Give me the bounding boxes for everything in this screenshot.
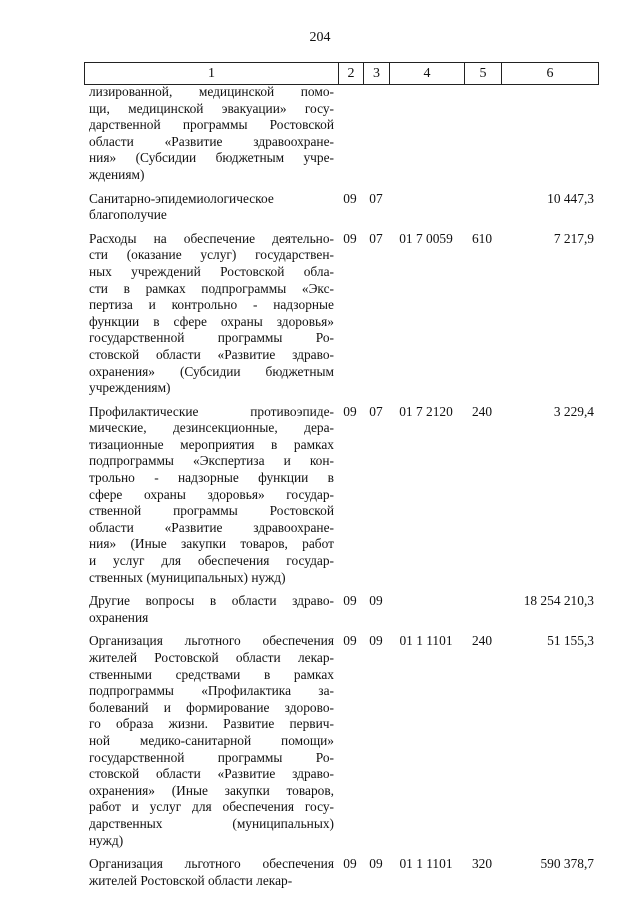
row-description-line: сти (оказание услуг) государствен- [89,247,334,263]
header-col-4: 4 [390,63,465,85]
row-description-line: Санитарно-эпидемиологическое [89,190,274,206]
row-description-line: го образа жизни. Развитие первич- [89,716,334,732]
table-row [84,856,599,889]
table-header [84,62,599,85]
row-section: 09 [343,593,357,609]
row-description-line: лизированной, медицинской помо- [89,84,334,99]
row-description [84,404,337,587]
row-expense-type: 240 [471,633,493,649]
row-amount: 18 254 210,3 [523,593,594,609]
row-description-line: подпрограммы «Профилактика за- [89,683,334,699]
row-description-line: стовской области «Развитие здраво- [89,346,334,362]
row-amount: 590 378,7 [540,856,594,872]
row-section: 09 [343,230,357,246]
row-description-line: тизационные мероприятия в рамках [89,436,334,452]
row-description-line: государственной программы Ро- [89,330,334,346]
row-description-line: щи, медицинской эвакуации» госу- [89,100,334,116]
table-row [84,593,599,626]
row-target-article: 01 7 0059 [399,230,453,246]
row-subsection: 09 [369,593,383,609]
row-description-line: благополучие [89,207,167,223]
row-description-line: Расходы на обеспечение деятельно- [89,230,334,246]
row-subsection: 07 [369,230,383,246]
row-description [84,593,337,626]
row-subsection: 07 [369,403,383,419]
row-description [84,231,337,397]
row-expense-type: 610 [471,230,493,246]
row-subsection: 09 [369,856,383,872]
row-description-line: жителей Ростовской области лекар- [89,872,293,888]
row-description-line: нужд) [89,832,124,848]
table-row [84,404,599,587]
row-description-line: дарственной программы Ростовской [89,117,334,133]
header-col-2: 2 [339,63,364,85]
table-row [84,191,599,224]
row-description-line: трольно - надзорные функции в [89,470,334,486]
row-description-line: ния» (Иные закупки товаров, работ [89,536,334,552]
row-expense-type: 240 [471,403,493,419]
row-description-line: государственной программы Ро- [89,749,334,765]
table-row [84,84,599,184]
row-description-line: охранения» (Иные закупки товаров, [89,782,334,798]
row-description-line: ной медико-санитарной помощи» [89,732,334,748]
row-amount: 7 217,9 [553,230,594,246]
page-number: 204 [309,30,331,45]
row-description-line: области «Развитие здравоохране- [89,133,334,149]
row-section: 09 [343,403,357,419]
row-description-line: охранения» (Субсидии бюджетным [89,363,334,379]
row-description-line: ственной программы Ростовской [89,503,334,519]
row-description [84,856,337,889]
row-description-line: сфере охраны здоровья» государ- [89,486,334,502]
row-description-line: стовской области «Развитие здраво- [89,766,334,782]
row-amount: 51 155,3 [547,633,594,649]
row-subsection: 09 [369,633,383,649]
row-description-line: Организация льготного обеспечения [89,633,334,649]
row-description-line: мические, дезинсекционные, дера- [89,420,334,436]
table-row [84,231,599,397]
row-section: 09 [343,633,357,649]
row-description-line: учреждениям) [89,380,171,396]
table-row [84,633,599,849]
row-target-article: 01 1 1101 [399,633,453,649]
row-description-line: подпрограммы «Экспертиза и кон- [89,453,334,469]
row-description [84,84,337,184]
row-description-line: ных учреждений Ростовской обла- [89,263,334,279]
row-description-line: и услуг для обеспечения государ- [89,553,334,569]
row-description-line: дарственных (муниципальных) [89,815,334,831]
row-description-line: ждениям) [89,166,145,182]
row-amount: 3 229,4 [553,403,594,419]
header-col-3: 3 [364,63,390,85]
header-col-1: 1 [85,63,339,85]
row-description-line: функции в сфере охраны здоровья» [89,313,334,329]
row-description-line: болеваний и формирование здорово- [89,699,334,715]
row-description [84,633,337,849]
row-section: 09 [343,190,357,206]
row-description-line: сти в рамках подпрограммы «Экс- [89,280,334,296]
row-description-line: ния» (Субсидии бюджетным учре- [89,150,334,166]
row-description-line: охранения [89,609,149,625]
row-description-line: ственными средствами в рамках [89,666,334,682]
row-description-line: ственных (муниципальных) нужд) [89,569,286,585]
row-description-line: области «Развитие здравоохране- [89,519,334,535]
row-target-article: 01 7 2120 [399,403,453,419]
row-subsection: 07 [369,190,383,206]
row-description-line: Организация льготного обеспечения [89,856,334,872]
row-target-article: 01 1 1101 [399,856,453,872]
table-body [84,84,599,896]
row-expense-type: 320 [471,856,493,872]
row-amount: 10 447,3 [547,190,594,206]
row-description-line: жителей Ростовской области лекар- [89,650,334,665]
row-description-line: Другие вопросы в области здраво- [89,593,334,609]
row-description-line: Профилактические противоэпиде- [89,403,334,419]
header-col-5: 5 [465,63,502,85]
row-description [84,191,337,224]
row-section: 09 [343,856,357,872]
row-description-line: пертиза и контрольно - надзорные [89,297,334,313]
header-col-6: 6 [502,63,599,85]
row-description-line: работ и услуг для обеспечения госу- [89,799,334,815]
